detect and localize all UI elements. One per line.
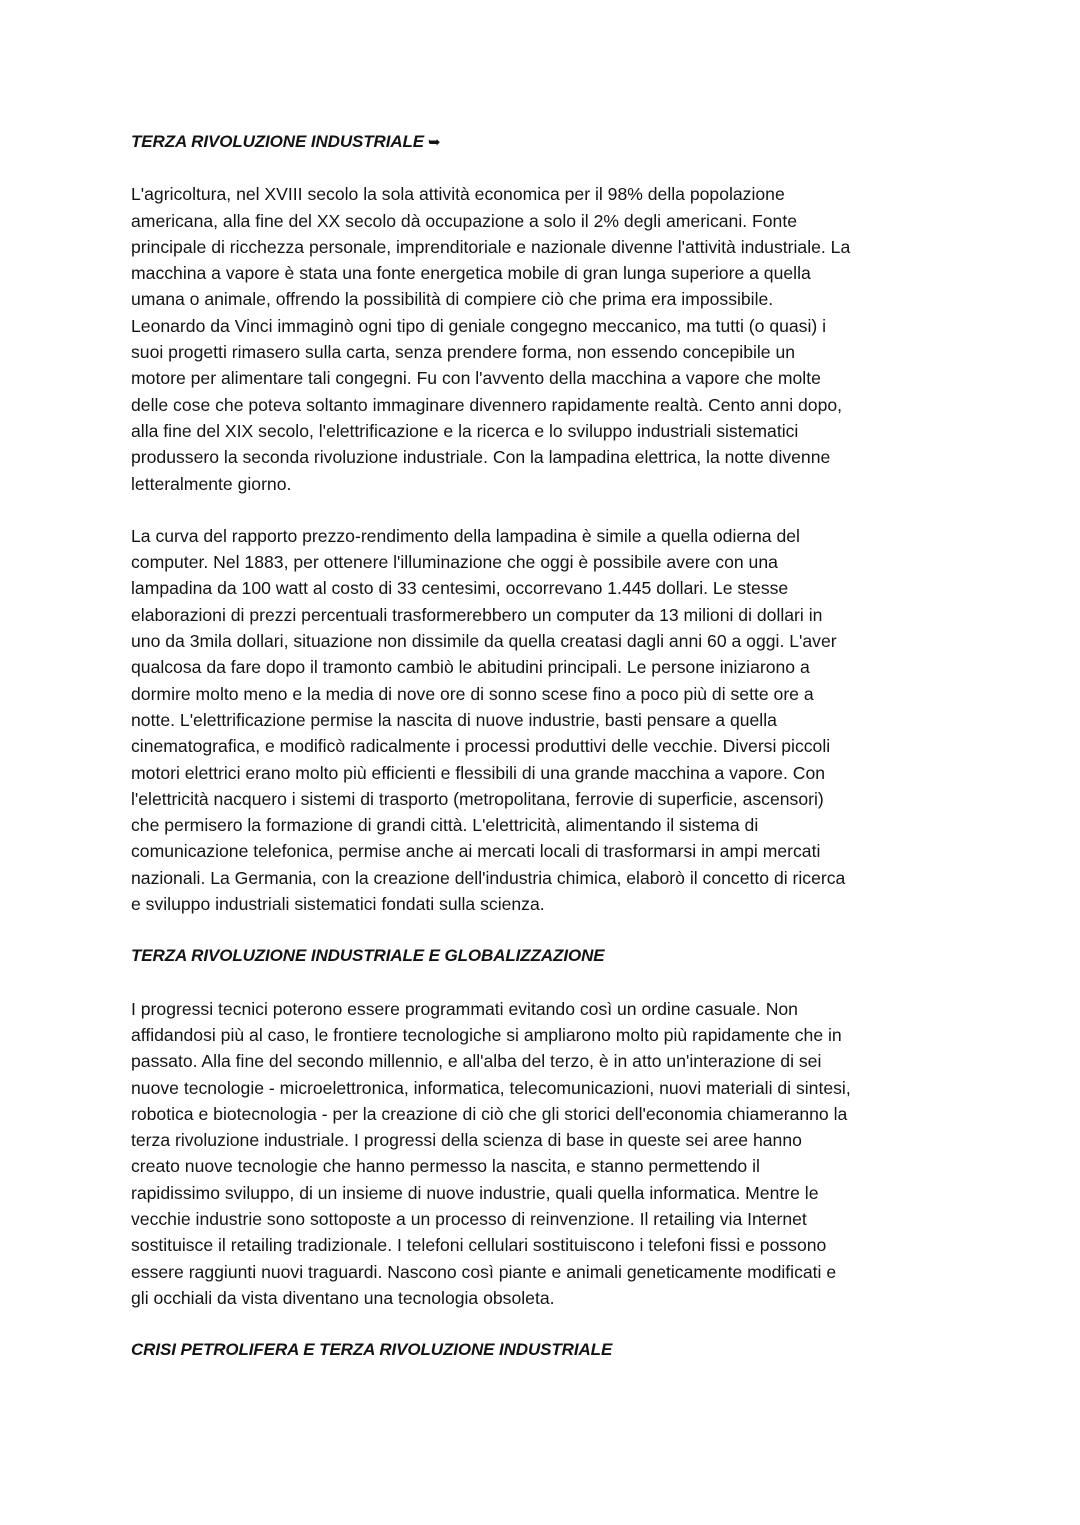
- section-heading-1: TERZA RIVOLUZIONE INDUSTRIALE ➥: [131, 132, 441, 151]
- paragraph-3: I progressi tecnici poterono essere programmati evitando così un ordine casuale. Non affidandosi più al caso, le frontiere tecnologiche si ampliarono molto più rapidamente che in passato. Alla fine del secondo millennio, e all'alba del terzo, è in atto un'interazione di sei nuove tecnologie - microelettronica, informatica, telecomunicazioni, nuovi materiali di sintesi, robotica e biotecnologia - per la creazione di ciò che gli storici dell'economia chiameranno la terza rivoluzione industriale. I progressi della scienza di base in queste sei aree hanno creato nuove tecnologie che hanno permesso la nascita, e stanno permettendo il rapidissimo sviluppo, di un insieme di nuove industrie, quali quella informatica. Mentre le vecchie industrie sono sottoposte a un processo di reinvenzione. Il retailing via Internet sostituisce il retailing tradizionale. I telefoni cellulari sostituiscono i telefoni fissi e possono essere raggiunti nuovi traguardi. Nascono così piante e animali geneticamente modificati e gli occhiali da vista diventano una tecnologia obsoleta.: [131, 998, 851, 1308]
- arrow-icon: ➥: [428, 133, 441, 151]
- paragraph-2: La curva del rapporto prezzo-rendimento della lampadina è simile a quella odierna del computer. Nel 1883, per ottenere l'illuminazione che oggi è possibile avere con una lampadina da 100 watt al costo di 33 centesimi, occorrevano 1.445 dollari. Le stesse elaborazioni di prezzi percentuali trasformerebbero un computer da 13 milioni di dollari in uno da 3mila dollari, situazione non dissimile da quella creatasi dagli anni 60 a oggi. L'aver qualcosa da fare dopo il tramonto cambiò le abitudini principali. Le persone iniziarono a dormire molto meno e la media di nove ore di sonno scese fino a poco più di sette ore a notte. L'elettrificazione permise la nascita di nuove industrie, basti pensare a quella cinematografica, e modificò radicalmente i processi produttivi delle vecchie. Diversi piccoli motori elettrici erano molto più efficienti e flessibili di una grande macchina a vapore. Con l'elettricità nacquero i sistemi di trasporto (metropolitana, ferrovie di superficie, ascensori) che permisero la formazione di grandi città. L'elettricità, alimentando il sistema di comunicazione telefonica, permise anche ai mercati locali di trasformarsi in ampi mercati nazionali. La Germania, con la creazione dell'industria chimica, elaborò il concetto di ricerca e sviluppo industriali sistematici fondati sulla scienza.: [131, 525, 846, 915]
- section-heading-3: CRISI PETROLIFERA E TERZA RIVOLUZIONE INDUSTRIALE: [131, 1340, 613, 1360]
- section-heading-2: TERZA RIVOLUZIONE INDUSTRIALE E GLOBALIZZAZIONE: [131, 946, 605, 966]
- paragraph-1: L'agricoltura, nel XVIII secolo la sola attività economica per il 98% della popolazione americana, alla fine del XX secolo dà occupazione a solo il 2% degli americani. Fonte principale di ricchezza personale, imprenditoriale e nazionale divenne l'attività industriale. La macchina a vapore è stata una fonte energetica mobile di gran lunga superiore a quella umana o animale, offrendo la possibilità di compiere ciò che prima era impossibile. Leonardo da Vinci immaginò ogni tipo di geniale congegno meccanico, ma tutti (o quasi) i suoi progetti rimasero sulla carta, senza prendere forma, non essendo concepibile un motore per alimentare tali congegni. Fu con l'avvento della macchina a vapore che molte delle cose che poteva soltanto immaginare divennero rapidamente realtà. Cento anni dopo, alla fine del XIX secolo, l'elettrificazione e la ricerca e lo sviluppo industriali sistematici produssero la seconda rivoluzione industriale. Con la lampadina elettrica, la notte divenne letteralmente giorno.: [131, 184, 851, 494]
- document-page: [131, 129, 951, 1363]
